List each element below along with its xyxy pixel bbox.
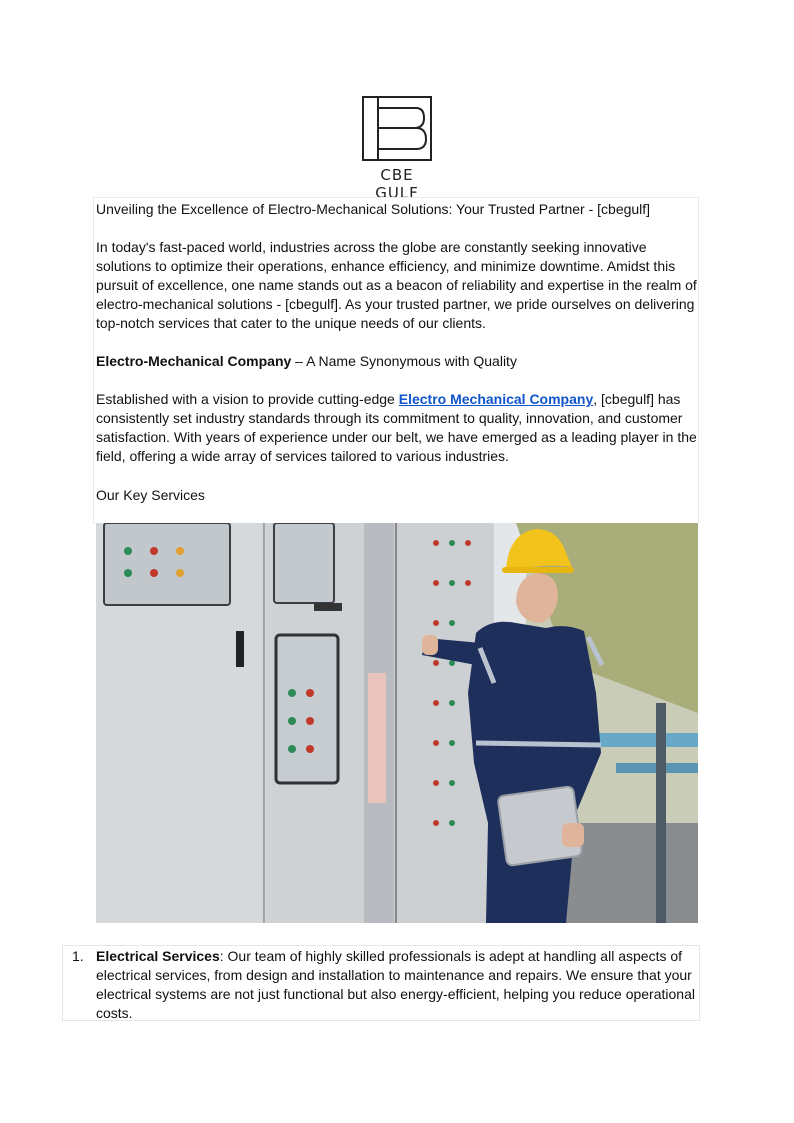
logo-text: CBE GULF — [375, 166, 419, 202]
established-paragraph — [96, 390, 700, 466]
established-after: , [cbegulf] has consistently set industry standards through its commitment to quality, innovation, and customer satisfaction. With years of experience under our belt, we have emerged as a leading player in the field, offering a wide array of services tailored to various industries. — [96, 391, 697, 464]
list-item-number: 1. — [72, 948, 84, 964]
cbe-monogram-icon — [358, 94, 436, 164]
list-item — [96, 947, 700, 1023]
article-intro: In today's fast-paced world, industries across the globe are constantly seeking innovative solutions to optimize their operations, enhance efficiency, and minimize downtime. Amidst this pursuit of excellence, one name stands out as a beacon of reliability and expertise in the realm of electro-mechanical solutions - [cbegulf]. As your trusted partner, we pride ourselves on delivering top-notch services that cater to the unique needs of our clients. — [96, 239, 697, 331]
cbe-gulf-logo — [358, 94, 436, 202]
list-item-text: : Our team of highly skilled professionals is adept at handling all aspects of electrical services, from design and installation to maintenance and repairs. We ensure that your electrical systems are not just functional but also energy-efficient, helping you reduce operational costs. — [96, 948, 695, 1021]
list-item-name: Electrical Services — [96, 948, 220, 964]
key-services-label: Our Key Services — [96, 487, 205, 503]
section-heading — [96, 352, 700, 371]
established-before: Established with a vision to provide cutting-edge — [96, 391, 399, 407]
electro-mechanical-company-link[interactable]: Electro Mechanical Company — [398, 391, 594, 407]
section-heading-rest: – A Name Synonymous with Quality — [291, 353, 517, 369]
section-heading-bold: Electro-Mechanical Company — [96, 353, 292, 369]
engineer-at-control-panel-photo — [96, 523, 698, 923]
article-title: Unveiling the Excellence of Electro-Mechanical Solutions: Your Trusted Partner - [cbegulf] — [96, 201, 651, 217]
